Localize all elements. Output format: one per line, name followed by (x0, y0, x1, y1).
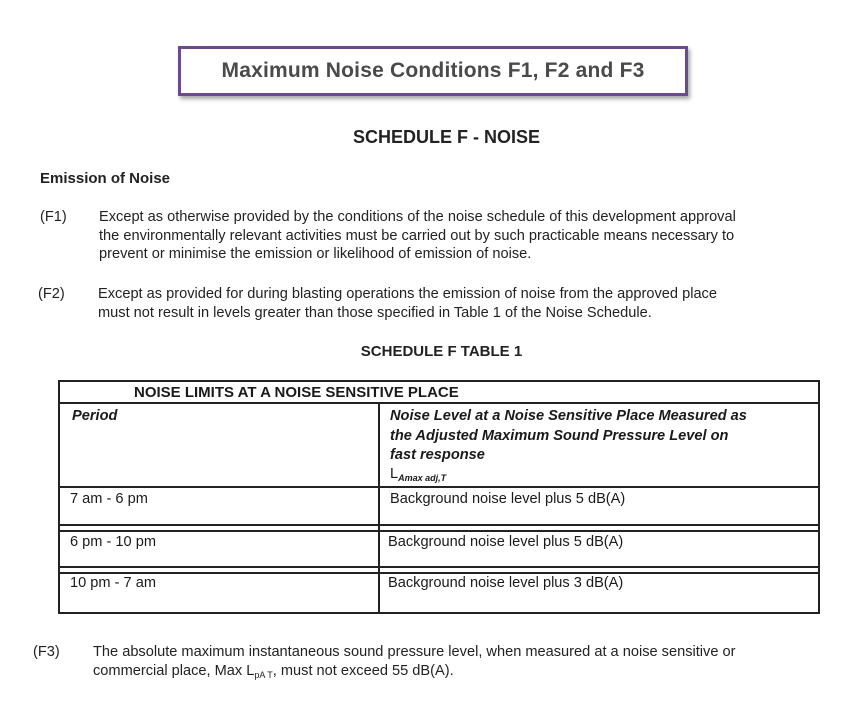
row-divider (60, 524, 818, 526)
column-label-line: Noise Level at a Noise Sensitive Place Measured as (390, 408, 747, 424)
clause-f1 (40, 208, 840, 268)
banner-title: Maximum Noise Conditions F1, F2 and F3 (221, 59, 645, 82)
table-title: SCHEDULE F TABLE 1 (360, 343, 523, 360)
clause-number: (F1) (40, 209, 67, 225)
row-divider (60, 566, 818, 568)
banner-title-box (178, 46, 688, 96)
clause-text: , must not exceed 55 dB(A). (272, 662, 454, 679)
symbol-main: L (390, 465, 399, 482)
table-row-level: Background noise level plus 3 dB(A) (388, 575, 624, 591)
clause-f2 (38, 285, 838, 325)
column-label-line: fast response (390, 447, 485, 463)
column-label-period: Period (72, 408, 118, 424)
clause-line: must not result in levels greater than those specified in Table 1 of the Noise Schedule. (98, 304, 652, 321)
column-label-line: the Adjusted Maximum Sound Pressure Level on (390, 427, 729, 444)
clause-f3 (33, 643, 843, 687)
symbol-subscript: Amax adj,T (398, 472, 447, 483)
row-divider (60, 530, 818, 532)
symbol-lamax (390, 466, 810, 486)
clause-text: commercial place, Max L (93, 662, 255, 679)
clause-line: the environmentally relevant activities must be carried out by such practicable means necessary to (99, 227, 735, 244)
symbol-subscript: pA T (254, 669, 273, 680)
clause-line-2 (93, 662, 735, 685)
clause-number: (F2) (38, 286, 65, 302)
table-row-level: Background noise level plus 5 dB(A) (388, 534, 624, 550)
clause-line: Except as otherwise provided by the conditions of the noise schedule of this development approval (99, 209, 736, 225)
schedule-heading: SCHEDULE F - NOISE (352, 127, 540, 147)
noise-limits-table (58, 380, 820, 614)
clause-line: prevent or minimise the emission or likelihood of emission of noise. (99, 246, 532, 262)
clause-line: Except as provided for during blasting operations the emission of noise from the approved place (98, 286, 717, 302)
table-row-period: 7 am - 6 pm (70, 491, 148, 507)
table-header: NOISE LIMITS AT A NOISE SENSITIVE PLACE (60, 382, 818, 404)
clause-line: The absolute maximum instantaneous sound pressure level, when measured at a noise sensitive or (93, 644, 736, 660)
section-heading: Emission of Noise (40, 170, 171, 187)
clause-number: (F3) (33, 644, 60, 660)
column-label-noise-level (390, 407, 810, 486)
column-divider (378, 404, 380, 614)
table-row-period: 10 pm - 7 am (70, 575, 156, 591)
table-row-level: Background noise level plus 5 dB(A) (390, 491, 626, 507)
row-divider (60, 486, 818, 488)
table-row-period: 6 pm - 10 pm (70, 534, 156, 550)
